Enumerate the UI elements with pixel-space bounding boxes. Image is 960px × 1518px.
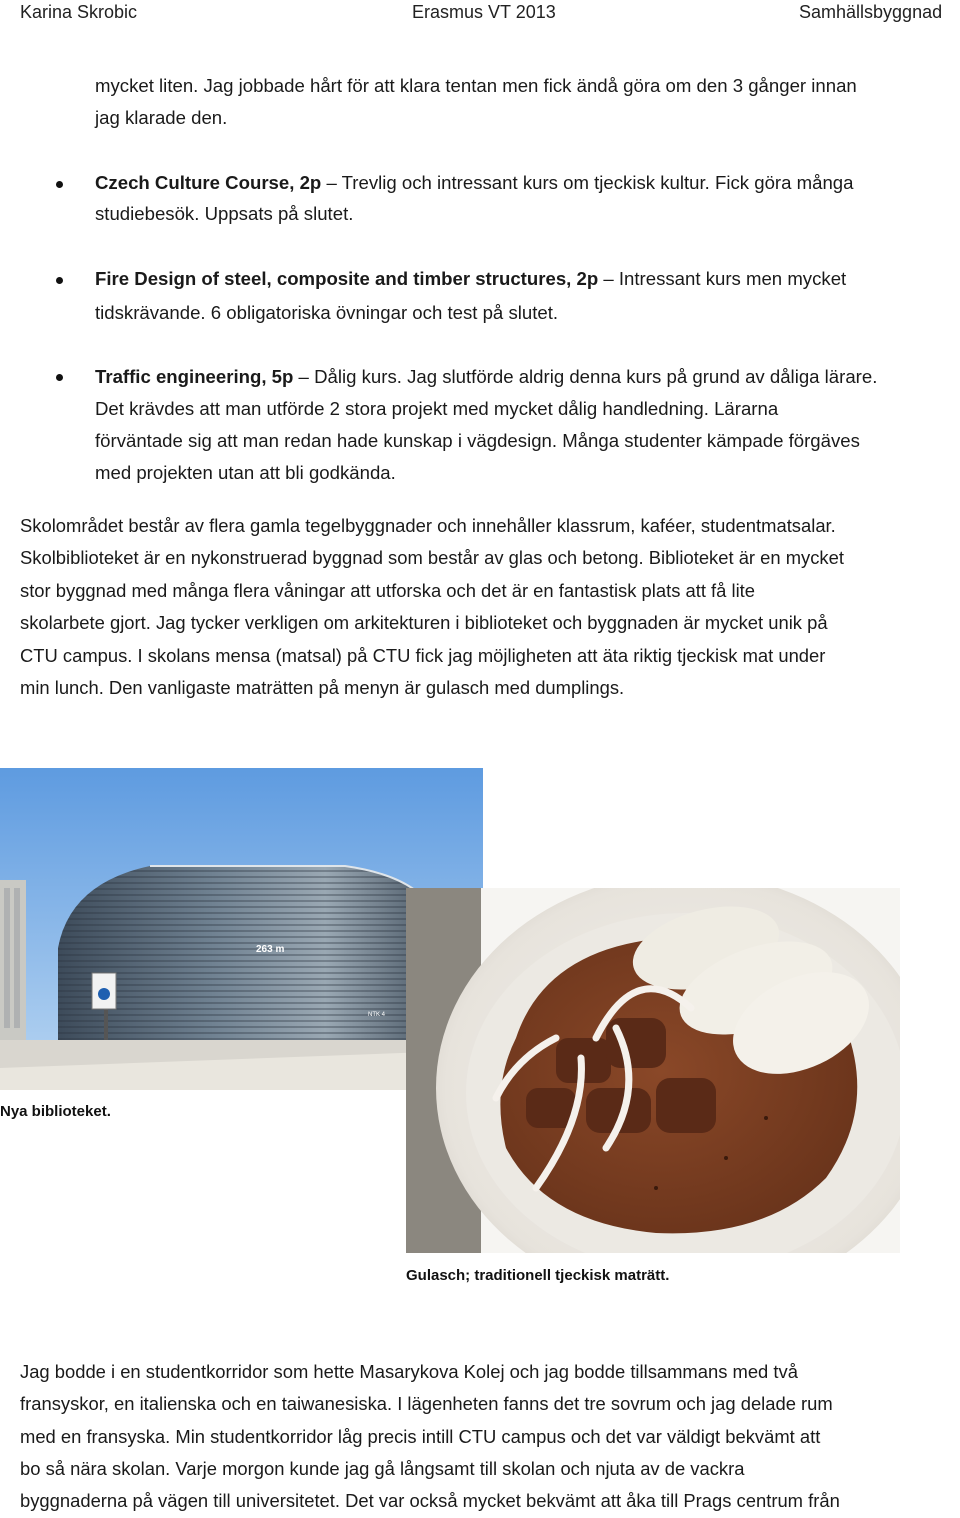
course-description-cont: med projekten utan att bli godkända. bbox=[95, 462, 396, 483]
paragraph-line: stor byggnad med många flera våningar att utforska och det är en fantastisk plats att få lite bbox=[20, 580, 756, 601]
paragraph-line: bo så nära skolan. Varje morgon kunde jag gå långsamt till skolan och njuta av de vackra bbox=[20, 1458, 745, 1479]
paragraph-line: Jag bodde i en studentkorridor som hette Masarykova Kolej och jag bodde tillsammans med två bbox=[20, 1361, 798, 1382]
paragraph-line: fransyskor, en italienska och en taiwanesiska. I lägenheten fanns det tre sovrum och jag delade rum bbox=[20, 1393, 833, 1414]
course-title: Traffic engineering, 5p bbox=[95, 366, 294, 387]
food-caption: Gulasch; traditionell tjeckisk maträtt. bbox=[406, 1267, 670, 1284]
bullet-icon bbox=[56, 277, 63, 284]
course-description-cont: förväntade sig att man redan hade kunskap i vägdesign. Många studenter kämpade förgäves bbox=[95, 430, 860, 451]
header-title: Erasmus VT 2013 bbox=[412, 2, 556, 22]
sign-distance-text: 263 m bbox=[256, 944, 285, 955]
continued-line-2: jag klarade den. bbox=[95, 107, 228, 128]
building-label-text: NTK 4 bbox=[368, 1012, 386, 1018]
paragraph-line: Skolbiblioteket är en nykonstruerad byggnad som består av glas och betong. Biblioteket är en mycket bbox=[20, 547, 844, 568]
course-description-cont: Det krävdes att man utförde 2 stora projekt med mycket dålig handledning. Lärarna bbox=[95, 398, 779, 419]
paragraph-line: CTU campus. I skolans mensa (matsal) på CTU fick jag möjligheten att äta riktig tjeckisk mat under bbox=[20, 645, 826, 666]
paragraph-line: byggnaderna på vägen till universitetet. Det var också mycket bekvämt att åka till Prags centrum från bbox=[20, 1490, 840, 1511]
course-description: Trevlig och intressant kurs om tjeckisk kultur. Fick göra många bbox=[341, 172, 854, 193]
course-description-cont: tidskrävande. 6 obligatoriska övningar och test på slutet. bbox=[95, 302, 559, 323]
paragraph-line: med en fransyska. Min studentkorridor låg precis intill CTU campus och det var väldigt bekvämt att bbox=[20, 1426, 821, 1447]
course-description: Intressant kurs men mycket bbox=[618, 268, 847, 289]
paragraph-line: skolarbete gjort. Jag tycker verkligen om arkitekturen i biblioteket och byggnaden är mycket unik på bbox=[20, 612, 828, 633]
header-department: Samhällsbyggnad bbox=[799, 2, 943, 22]
course-description-cont: studiebesök. Uppsats på slutet. bbox=[95, 203, 354, 224]
bullet-icon bbox=[56, 181, 63, 188]
paragraph-line: Skolområdet består av flera gamla tegelbyggnader och innehåller klassrum, kaféer, studentmatsalar. bbox=[20, 515, 836, 536]
goulash-image bbox=[406, 888, 900, 1253]
course-title: Czech Culture Course, 2p bbox=[95, 172, 322, 193]
paragraph-line: min lunch. Den vanligaste maträtten på menyn är gulasch med dumplings. bbox=[20, 677, 625, 698]
course-title: Fire Design of steel, composite and timber structures, 2p bbox=[95, 268, 599, 289]
course-description: Dålig kurs. Jag slutförde aldrig denna kurs på grund av dåliga lärare. bbox=[314, 366, 878, 387]
library-caption: Nya biblioteket. bbox=[0, 1103, 111, 1120]
food-photo bbox=[406, 888, 900, 1253]
bullet-icon bbox=[56, 374, 63, 381]
page-header bbox=[0, 0, 960, 30]
continued-line-1: mycket liten. Jag jobbade hårt för att klara tentan men fick ändå göra om den 3 gånger innan bbox=[95, 75, 857, 96]
header-author: Karina Skrobic bbox=[20, 2, 138, 22]
